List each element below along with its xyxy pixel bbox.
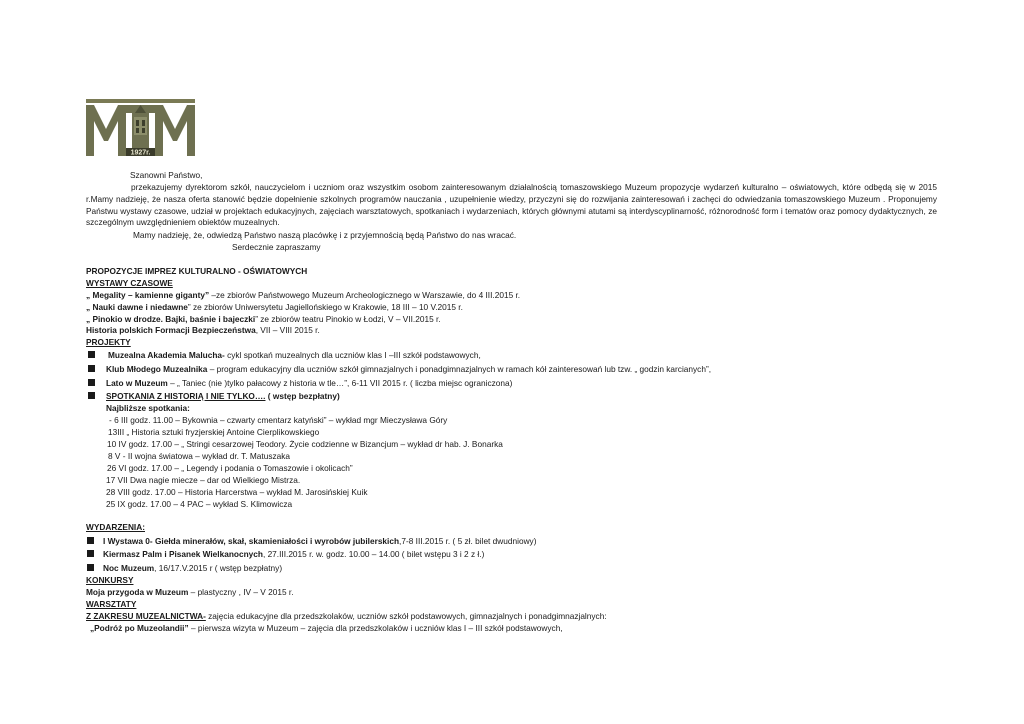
hope-line: Mamy nadzieję, że, odwiedzą Państwo naszą placówkę i z przyjemnością będą Państwo do nas wracać. xyxy=(133,230,517,240)
bullet-icon xyxy=(87,550,94,557)
workshop-item: „Podróż po Muzeolandii” – pierwsza wizyta w Muzeum – zajęcia dla przedszkolaków i uczniów klas I – III szkół podstawowych, xyxy=(90,623,563,633)
project-item: SPOTKANIA Z HISTORIĄ I NIE TYLKO…. ( wstęp bezpłatny) xyxy=(106,391,340,401)
meetings-heading: Najbliższe spotkania: xyxy=(106,403,190,413)
meeting-item: 8 V - II wojna światowa – wykład dr. T. Matuszaka xyxy=(108,451,290,461)
bullet-icon xyxy=(88,392,95,399)
workshops-heading: WARSZTATY xyxy=(86,599,137,609)
project-item: Lato w Muzeum – „ Taniec (nie )tylko pałacowy z historia w tle…”, 6-11 VII 2015 r. ( liczba miejsc ograniczona) xyxy=(106,378,513,388)
event-item: I Wystawa 0- Giełda minerałów, skał, skamieniałości i wyrobów jubilerskich,7-8 III.2015 r. ( 5 zł. bilet dwudniowy) xyxy=(103,536,537,546)
workshop-category: Z ZAKRESU MUZEALNICTWA- zajęcia edukacyjne dla przedszkolaków, uczniów szkół podstawowych, gimnazjalnych i ponadgimnazjalnych: xyxy=(86,611,607,621)
meeting-item: 13III „ Historia sztuki fryzjerskiej Antoine Cierplikowskiego xyxy=(108,427,320,437)
closing-line: Serdecznie zapraszamy xyxy=(232,242,321,252)
exhibition-item: „ Pinokio w drodze. Bajki, baśnie i bajeczki” ze zbiorów teatru Pinokio w Łodzi, V – VII.2015 r. xyxy=(86,314,441,324)
contest-item: Moja przygoda w Muzeum – plastyczny , IV – V 2015 r. xyxy=(86,587,294,597)
meeting-item: 28 VIII godz. 17.00 – Historia Harcerstwa – wykład M. Jarosińskiej Kuik xyxy=(106,487,368,497)
greeting: Szanowni Państwo, xyxy=(130,170,203,180)
events-heading: WYDARZENIA: xyxy=(86,522,145,532)
bullet-icon xyxy=(88,351,95,358)
event-item: Kiermasz Palm i Pisanek Wielkanocnych, 27.III.2015 r. w. godz. 10.00 – 14.00 ( bilet wstępu 3 i 2 z ł.) xyxy=(103,549,485,559)
projects-heading: PROJEKTY xyxy=(86,337,131,347)
logo-year: 1927r. xyxy=(130,149,151,157)
meeting-item: 10 IV godz. 17.00 – „ Stringi cesarzowej Teodory. Życie codzienne w Bizancjum – wykład dr hab. J. Bonarka xyxy=(107,439,503,449)
meeting-item: 26 VI godz. 17.00 – „ Legendy i podania o Tomaszowie i okolicach” xyxy=(107,463,353,473)
meeting-item: 17 VII Dwa nagie miecze – dar od Wielkiego Mistrza. xyxy=(106,475,301,485)
bullet-icon xyxy=(88,379,95,386)
intro-paragraph xyxy=(86,182,937,229)
intro-paragraph-text: przekazujemy dyrektorom szkół, nauczycielom i uczniom oraz wszystkim osobom zainteresowanym działalnością tomaszowskiego Muzeum propozycje wydarzeń kulturalno – oświatowych, które odbędą się w 2015 r.Mamy nadzieję, że nasza oferta stanowić będzie dopełnienie szkolnych programów nauczania , uzupełnienie wiedzy, przyczyni się do rozwijania zainteresowań i zachęci do odwiedzania tomaszowskiego Muzeum . Proponujemy Państwu wystawy czasowe, udział w projektach edukacyjnych, zajęciach warsztatowych, spotkaniach i wydarzeniach, których głównymi atutami są interdyscyplinarność, różnorodność form i tematów oraz pomocy dydaktycznych, ze szczególnym uwzględnieniem obiektów muzealnych. xyxy=(86,182,937,228)
meeting-item: - 6 III godz. 11.00 – Bykownia – czwarty cmentarz katyński” – wykład mgr Mieczysława Góry xyxy=(109,415,448,425)
exhibition-item: „ Megality – kamienne giganty” –ze zbiorów Państwowego Muzeum Archeologicznego w Warszawie, do 4 III.2015 r. xyxy=(86,290,521,300)
project-item: Muzealna Akademia Malucha- cykl spotkań muzealnych dla uczniów klas I –III szkół podstawowych, xyxy=(108,350,481,360)
bullet-icon xyxy=(88,365,95,372)
museum-logo xyxy=(86,99,195,157)
exhibition-item: „ Nauki dawne i niedawne” ze zbiorów Uniwersytetu Jagiellońskiego w Krakowie, 18 III – 10 V.2015 r. xyxy=(86,302,463,312)
contests-heading: KONKURSY xyxy=(86,575,134,585)
bullet-icon xyxy=(87,537,94,544)
bullet-icon xyxy=(87,564,94,571)
main-heading: PROPOZYCJE IMPREZ KULTURALNO - OŚWIATOWYCH xyxy=(86,266,308,276)
exhibition-item: Historia polskich Formacji Bezpieczeństwa, VII – VIII 2015 r. xyxy=(86,325,320,335)
meeting-item: 25 IX godz. 17.00 – 4 PAC – wykład S. Klimowicza xyxy=(106,499,293,509)
exhibitions-heading: WYSTAWY CZASOWE xyxy=(86,278,173,288)
event-item: Noc Muzeum, 16/17.V.2015 r ( wstęp bezpłatny) xyxy=(103,563,283,573)
project-item: Klub Młodego Muzealnika – program edukacyjny dla uczniów szkół gimnazjalnych i ponadgimnazjalnych w ramach kół zainteresowań lub tzw. „ godzin karcianych”, xyxy=(106,364,712,374)
